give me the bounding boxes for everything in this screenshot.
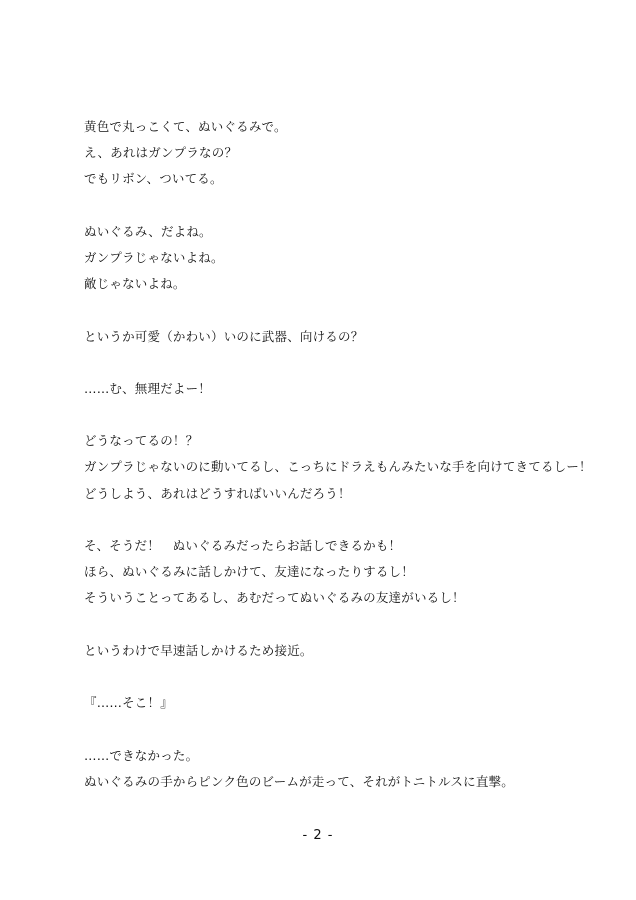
text-line: でもリボン、ついてる。 — [84, 171, 223, 187]
text-line: というわけで早速話しかけるため接近。 — [84, 642, 313, 658]
blank-line — [84, 507, 584, 533]
text-line: え、あれはガンプラなの？ — [84, 145, 238, 161]
text-line: ぬいぐるみ、だよね。 — [84, 223, 212, 239]
page-number: - 2 - — [302, 828, 334, 843]
text-line: ほら、ぬいぐるみに話しかけて、友達になったりするし！ — [84, 564, 414, 580]
text-line: というか可愛（かわい）いのに武器、向けるの？ — [84, 328, 364, 344]
text-line: そういうことってあるし、あむだってぬいぐるみの友達がいるし！ — [84, 590, 465, 606]
text-line: どうしよう、あれはどうすればいいんだろう！ — [84, 485, 351, 501]
body-text — [84, 114, 592, 795]
text-line: そ、そうだ！ ぬいぐるみだったらお話しできるかも！ — [84, 538, 402, 553]
text-line: 黄色で丸っこくて、ぬいぐるみで。 — [84, 119, 287, 134]
text-line: ……できなかった。 — [84, 747, 199, 763]
text-line: ぬいぐるみの手からピンク色のビームが走って、それがトニトルスに直撃。 — [84, 773, 514, 789]
text-line: 敵じゃないよね。 — [84, 276, 186, 292]
blank-line — [84, 193, 584, 219]
blank-line — [84, 664, 584, 690]
blank-line — [84, 297, 584, 323]
blank-line — [84, 402, 584, 428]
text-line: ……む、無理だよー！ — [84, 380, 212, 396]
text-line: ガンプラじゃないのに動いてるし、こっちにドラえもんみたいな手を向けてきてるしー！ — [84, 459, 592, 475]
text-line: ガンプラじゃないよね。 — [84, 249, 224, 265]
blank-line — [84, 350, 584, 376]
text-line: どうなってるの！？ — [84, 433, 199, 449]
blank-line — [84, 716, 584, 742]
text-line: 『……そこ！』 — [84, 695, 173, 711]
blank-line — [84, 612, 584, 638]
